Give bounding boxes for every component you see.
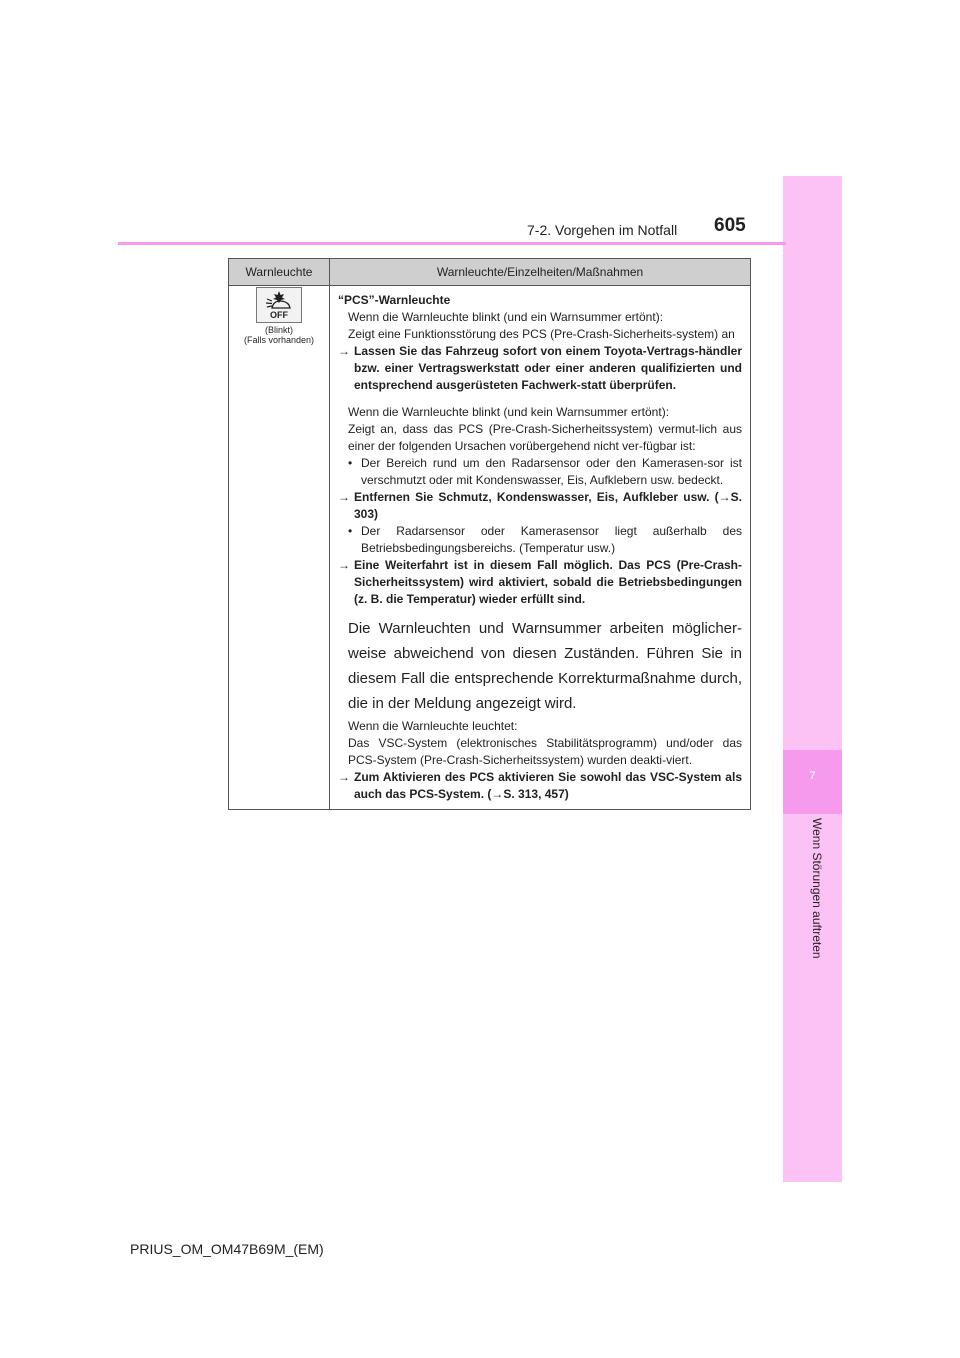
block2-bullet1-text: Der Bereich rund um den Radarsensor oder den Kamerasen-sor ist verschmutzt oder mit Kondenswasser, Eis, Aufklebern usw. bedeckt. xyxy=(361,456,742,487)
block2-action1-text: Entfernen Sie Schmutz, Kondenswasser, Eis, Aufkleber usw. (→S. 303) xyxy=(354,490,742,521)
block3-action-text: Zum Aktivieren des PCS aktivieren Sie sowohl das VSC-System als auch das PCS-System. (→S. 313, 457) xyxy=(354,770,742,801)
arrow-icon: → xyxy=(338,558,350,572)
header-rule xyxy=(118,242,786,245)
block1-action-text: Lassen Sie das Fahrzeug sofort von einem Toyota-Vertrags-händler bzw. einer Vertragswerkstatt oder einer anderen qualifizierten und entsprechend ausgerüsteten Fachwerk-statt überprüfen. xyxy=(354,344,742,392)
section-title: 7-2. Vorgehen im Notfall xyxy=(527,222,678,238)
block2-action2 xyxy=(338,557,742,608)
svg-text:OFF: OFF xyxy=(270,310,288,320)
bullet-icon: • xyxy=(348,456,353,470)
details-cell xyxy=(330,286,751,810)
block2-bullet1 xyxy=(338,455,742,489)
block3-meaning: Das VSC-System (elektronisches Stabilitätsprogramm) und/oder das PCS-System (Pre-Crash-Sicherheitssystem) wurden deakti-viert. xyxy=(348,736,742,767)
table-header-row xyxy=(229,259,751,286)
chapter-title: Wenn Störungen auftreten xyxy=(810,818,824,959)
col-header-details: Warnleuchte/Einzelheiten/Maßnahmen xyxy=(330,259,751,286)
block3-action xyxy=(338,769,742,803)
pcs-off-icon xyxy=(256,287,302,323)
icon-caption-if-equipped: (Falls vorhanden) xyxy=(243,335,315,345)
pcs-title: “PCS”-Warnleuchte xyxy=(338,293,451,307)
footer-model-code: PRIUS_OM_OM47B69M_(EM) xyxy=(130,1241,324,1257)
block2-bullet2-text: Der Radarsensor oder Kamerasensor liegt außerhalb des Betriebsbedingungsbereichs. (Temperatur usw.) xyxy=(361,524,742,555)
col-header-warnleuchte: Warnleuchte xyxy=(229,259,330,286)
block1-meaning: Zeigt eine Funktionsstörung des PCS (Pre-Crash-Sicherheits-system) an xyxy=(348,327,735,341)
block2-bullet2 xyxy=(338,523,742,557)
block3-condition: Wenn die Warnleuchte leuchtet: xyxy=(348,719,518,733)
arrow-icon: → xyxy=(338,344,350,358)
table-row xyxy=(229,286,751,810)
icon-cell xyxy=(229,286,330,810)
chapter-number-tab[interactable] xyxy=(783,750,842,814)
bullet-icon: • xyxy=(348,524,353,538)
block2-action1 xyxy=(338,489,742,523)
side-tab-upper xyxy=(783,176,842,750)
warning-light-table xyxy=(228,258,751,810)
block2-condition: Wenn die Warnleuchte blinkt (und kein Warnsummer ertönt): xyxy=(348,405,670,419)
icon-caption-blinking: (Blinkt) xyxy=(264,325,293,335)
general-note: Die Warnleuchten und Warnsummer arbeiten möglicher-weise abweichend von diesen Zuständen. Führen Sie in diesem Fall die entsprechende Korrekturmaßnahme durch, die in der Meldung angezeigt wird. xyxy=(348,620,742,712)
block1-action xyxy=(338,343,742,394)
chapter-number: 7 xyxy=(809,770,816,782)
block2-meaning: Zeigt an, dass das PCS (Pre-Crash-Sicherheitssystem) vermut-lich aus einer der folgenden Ursachen vorübergehend nicht ver-fügbar ist: xyxy=(348,422,742,453)
page-number: 605 xyxy=(714,215,746,236)
arrow-icon: → xyxy=(338,770,350,784)
arrow-icon: → xyxy=(338,490,350,504)
block1-condition: Wenn die Warnleuchte blinkt (und ein Warnsummer ertönt): xyxy=(348,310,664,324)
block2-action2-text: Eine Weiterfahrt ist in diesem Fall möglich. Das PCS (Pre-Crash-Sicherheitssystem) wird aktiviert, sobald die Betriebsbedingungen (z. B. die Temperatur) wieder erfüllt sind. xyxy=(354,558,742,606)
